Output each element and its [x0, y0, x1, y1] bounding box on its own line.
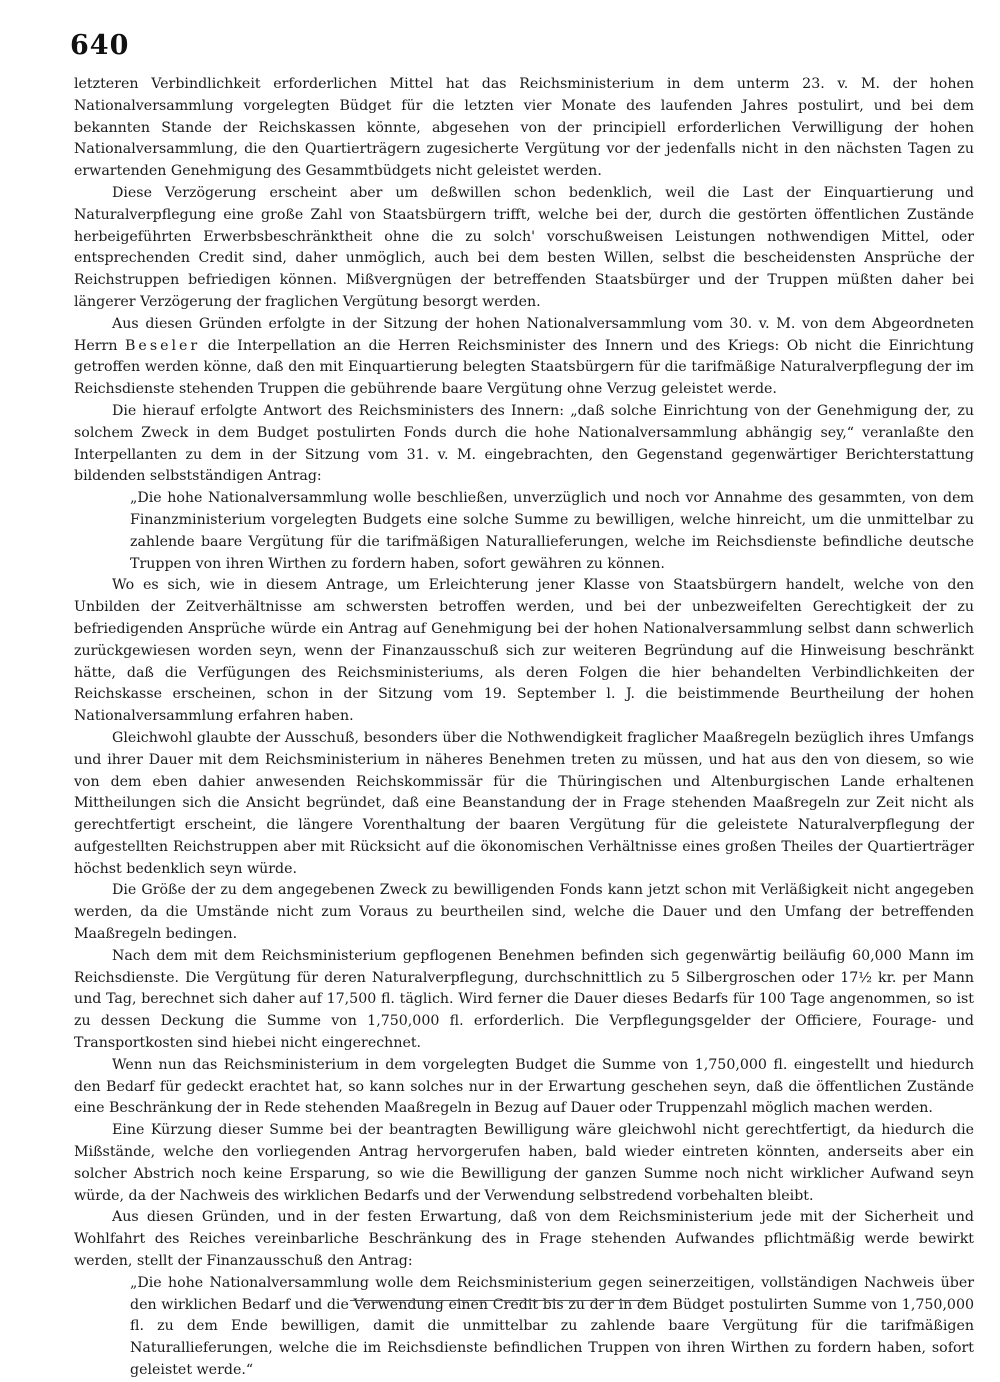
speaker-name: Beseler	[125, 337, 201, 354]
page-number: 640	[70, 30, 130, 61]
paragraph-2: Diese Verzögerung erscheint aber um deßwillen schon bedenklich, weil die Last der Einquartierung und Naturalverpflegung eine große Zahl von Staatsbürgern trifft, welche bei der, durch die gestörten öffentlichen Zustände herbeigeführten Erwerbsbeschränktheit ohne die zu solch' vorschußweisen Leistungen nothwendigen Mittel, oder entsprechenden Credit sind, daher unmöglich, auch bei dem besten Willen, selbst die bescheidensten Ansprüche der Reichstruppen befriedigen können. Mißvergnügen der betreffenden Staatsbürger und der Truppen müßten daher bei längerer Verzögerung der fraglichen Vergütung besorgt werden.	[74, 184, 974, 310]
paragraph-11: Eine Kürzung dieser Summe bei der beantragten Bewilligung wäre gleichwohl nicht gerechtfertigt, da hiedurch die Mißstände, welche den vorliegenden Antrag hervorgerufen haben, bald wieder eintreten könnten, anderseits aber ein solcher Abstrich noch keine Ersparung, so wie die Bewilligung der ganzen Summe noch nicht wirklicher Aufwand seyn würde, da der Nachweis des wirklichen Bedarfs und der Verwendung selbstredend vorbehalten bleibt.	[74, 1122, 974, 1204]
paragraph-7: Gleichwohl glaubte der Ausschuß, besonders über die Nothwendigkeit fraglicher Maaßregeln bezüglich ihres Umfangs und ihrer Dauer mit dem Reichsministerium in näheres Benehmen treten zu müssen, und hat aus den von diesem, so wie von dem eben dahier anwesenden Reichskommissär für die Thüringischen und Altenburgischen Lande erhaltenen Mittheilungen sich die Ansicht begründet, daß eine Beanstandung der in Frage stehenden Maaßregeln zur Zeit nicht als gerechtfertigt erscheint, die längere Vorenthaltung der baaren Vergütung für die geleistete Naturalverpflegung der aufgestellten Reichstruppen aber mit Rücksicht auf die ökonomischen Verhältnisse eines großen Theiles der Quartierträger höchst bedenklich seyn würde.	[74, 729, 974, 877]
footer-rule	[350, 1300, 650, 1301]
paragraph-3	[74, 314, 974, 401]
quoted-motion-1: „Die hohe Nationalversammlung wolle beschließen, unverzüglich und noch vor Annahme des gesammten, von dem Finanzministerium vorgelegten Budgets eine solche Summe zu bewilligen, welche hinreicht, um die unmittelbar zu zahlende baare Vergütung für die tarifmäßigen Naturallieferungen, welche im Reichsdienste befindliche deutsche Truppen von ihren Wirthen zu fordern haben, sofort gewähren zu können.	[130, 490, 974, 572]
paragraph-10: Wenn nun das Reichsministerium in dem vorgelegten Budget die Summe von 1,750,000 fl. eingestellt und hiedurch den Bedarf für gedeckt erachtet hat, so kann solches nur in der Erwartung geschehen seyn, daß die öffentlichen Zustände eine Beschränkung der in Rede stehenden Maaßregeln in Bezug auf Dauer oder Truppenzahl möglich machen werden.	[74, 1056, 974, 1117]
body-text	[74, 74, 974, 1382]
paragraph-4: Die hierauf erfolgte Antwort des Reichsministers des Innern: „daß solche Einrichtung von der Genehmigung der, zu solchem Zweck in dem Budget postulirten Fonds durch die hohe Nationalversammlung abhängig sey,“ veranlaßte den Interpellanten zu dem in der Sitzung vom 31. v. M. eingebrachten, den Gegenstand gegenwärtiger Berichterstattung bildenden selbstständigen Antrag:	[74, 402, 974, 485]
paragraph-9: Nach dem mit dem Reichsministerium gepflogenen Benehmen befinden sich gegenwärtig beiläufig 60,000 Mann im Reichsdienste. Die Vergütung für deren Naturalverpflegung, durchschnittlich zu 5 Silbergroschen oder 17½ kr. per Mann und Tag, berechnet sich daher auf 17,500 fl. täglich. Wird ferner die Dauer dieses Bedarfs für 100 Tage angenommen, so ist zu dessen Deckung die Summe von 1,750,000 fl. erforderlich. Die Verpflegungsgelder der Officiere, Fourage- und Transportkosten sind hiebei nicht eingerechnet.	[74, 947, 974, 1052]
paragraph-1: letzteren Verbindlichkeit erforderlichen Mittel hat das Reichsministerium in dem unterm 23. v. M. der hohen Nationalversammlung vorgelegten Büdget für die letzten vier Monate des laufenden Jahres postulirt, und bei dem bekannten Stande der Reichskassen könnte, abgesehen von der principiell erforderlichen Verwilligung der hohen Nationalversammlung, die den Quartierträgern zugesicherte Vergütung vor der jedenfalls nicht in den nächsten Tagen zu erwartenden Genehmigung des Gesammtbüdgets nicht geleistet werden.	[74, 76, 974, 180]
quoted-motion-2: „Die hohe Nationalversammlung wolle dem Reichsministerium gegen seinerzeitigen, vollständigen Nachweis über den wirklichen Bedarf und die Verwendung einen Credit bis zu der in dem Büdget postulirten Summe von 1,750,000 fl. zu dem Ende bewilligen, damit die unmittelbar zu zahlende baare Vergütung für die tarifmäßigen Naturallieferungen, welche die im Reichsdienste befindlichen Truppen von ihren Wirthen zu fordern haben, sofort geleistet werde.“	[130, 1274, 974, 1379]
paragraph-3-end: die Interpellation an die Herren Reichsminister des Innern und des Kriegs: Ob nicht die Einrichtung getroffen werden könne, daß den mit Einquartierung belegten Staatsbürgern für die tarifmäßige Naturalverpflegung der im Reichsdienste stehenden Truppen die gebührende baare Vergütung ohne Verzug geleistet werde.	[74, 337, 975, 398]
paragraph-3-start: Aus diesen Gründen erfolgte in der Sitzung der hohen Nationalversammlung vom 30. v. M. von dem Abgeordneten Herrn	[74, 315, 974, 354]
paragraph-8: Die Größe der zu dem angegebenen Zweck zu bewilligenden Fonds kann jetzt schon mit Verläßigkeit nicht angegeben werden, da die Umstände nicht zum Voraus zu beurtheilen sind, welche die Dauer und den Umfang der betreffenden Maaßregeln bedingen.	[74, 882, 974, 943]
paragraph-12: Aus diesen Gründen, und in der festen Erwartung, daß von dem Reichsministerium jede mit der Sicherheit und Wohlfahrt des Reiches vereinbarliche Beschränkung des in Frage stehenden Aufwandes pflichtmäßig werde bewirkt werden, stellt der Finanzausschuß den Antrag:	[74, 1209, 974, 1270]
paragraph-6: Wo es sich, wie in diesem Antrage, um Erleichterung jener Klasse von Staatsbürgern handelt, welche von den Unbilden der Zeitverhältnisse am schwersten betroffen werden, und bei der unbezweifelten Gerechtigkeit der zu befriedigenden Ansprüche würde ein Antrag auf Genehmigung bei der hohen Nationalversammlung selbst dann schwerlich zurückgewiesen worden seyn, wenn der Finanzausschuß sich zur weiteren Begründung auf die Hinweisung beschränkt hätte, daß die Verfügungen des Reichsministeriums, als deren Folgen die hier behandelten Verbindlichkeiten der Reichskasse erscheinen, schon in der Sitzung vom 19. September l. J. die beistimmende Beurtheilung der hohen Nationalversammlung erfahren haben.	[74, 577, 974, 725]
